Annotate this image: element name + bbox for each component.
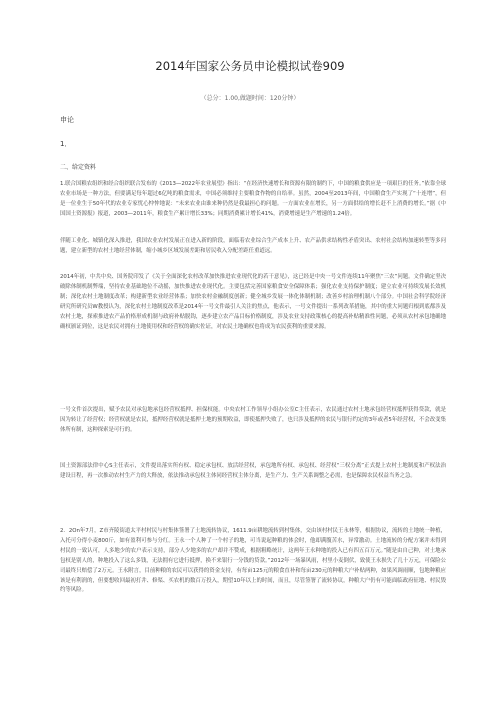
document-title: 2014年国家公务员申论模拟试卷909 [155, 59, 345, 73]
document-subtitle: （总分：1.00,做题时间：120分钟） [200, 95, 300, 102]
paragraph-3: 2014年初，中共中央、国务院印发了《关于全面深化农村改革加快推进农业现代化的若干意见》，这已经是中央一号文件连续11年聚焦“三农”问题。文件确定坚决破除体制机制弊端，坚持农业基础地位不动摇，加快推进农业现代化。主要包括完善国家粮食安全保障体系；强化农业支持保护制度；建立农业可持续发展长效机制；深化农村土地制度改革；构建新型农业经营体系；加快农村金融制度创新；健全城乡发展一体化体制机制；改善乡村治理机制八个部分。中国社会科学院经济研究所研究员W教授认为，深化农村土地制度改革是2014年一号文件最引人关注的焦点，他表示，一号文件提出一系列改革措施，其中的重大问题归根到底都涉及农村土地，探索推进农产品价格形成机制与政府补贴脱钩，逐步建立农产品目标价格制度，涉及农业支持政策核心的提高补贴精准性问题，必须从农村承包地确地确权颁证到位，这是农民对拥有土地使用权和经营权的确实佐证，对农民土地确权也将成为农民获利的重要来源。 [60, 274, 446, 330]
paragraph-6: 2．2On年7月，Z市齐陵街道太平村村民与村集体签署了土地流转协议，1611.9亩耕地流转到村集体，交由该村村民王永林等，根据协议，流转的土地统一种植，入托可分得小麦800斤，如有盈利可参与分红。王永一个人种了一个村子的地，可当说起种粮的体会时，他却满腹苦水，异常激动。土地流转的分配方案并未得到村民的一致认可，人多地少的农户表示支持，部分人少地多的农户却并不赞成，根据粗略统计，这两年王永种地的投入已有四五百万元。”随是由自己种，对土地承包权是别人的，种地投入了这么多钱，无法拥有它进行抵押，换不来银行一分钱的贷款。”2012年一场暴风雨，村里小麦倒伏，致使王永损失了几十万元，可保险公司最终只赔偿了2万元。王永附言，目前种粮的农民可以获得的资金支持，有每亩125元的粮食直补和每亩230元的种粮大户补贴两种，如果风调雨顺，包地种粮应该是有利润的，但要想收回最初打井、修渠、买农机的数百万投入，期望10年以上的时间，而且，尽管签署了流转协议，种粮大户仍有可能面临政府征地、村民毁约等风险。 [60, 528, 446, 594]
section-label: 申论 [60, 116, 74, 124]
paragraph-1: 1.联合国粮农组织和经合组织联合发布的《2013—2022年农业展望》指出：“在经济快速增长和资源有限的制约下，中国的粮食供应是一项艰巨的任务。”依靠全球农业市场是一种方法，但要满足每年超过6亿吨的粮食需求，中国必须维持主要粮食作物的自给率。虽然，2004至2013年间，中国粮食生产实现了“十连增”，但是一位业生于50年代的农业专家忧心忡忡地说：“未来农业由谁来种仍然是我最担心的问题。一方面农业在增长，另一方面供给的增长赶不上消费的增长。”据《中国国土资源报》报道，2003—2011年，粮食生产累计增长33%；同期消费累计增长41%，消费增速是生产增速的1.24倍。 [60, 181, 446, 217]
question-number: 1． [60, 140, 72, 148]
paragraph-2: 伴随工业化、城镇化深入推进，我国农业农村发展正在进入新的阶段，面临着农业综合生产成本上升、农产品供求结构性矛盾突出、农村社会结构加速转型等多问题，建立新型的农村土地经营体制，缩小城乡区域发展差距和居民收入分配差距任重道远。 [60, 238, 446, 254]
materials-heading: 二、给定资料 [60, 164, 97, 171]
paragraph-5: 国土资源部法律中心S主任表示，文件提出落实所有权、稳定承包权、放活经营权，承包地所有权、承包权、经营权“三权分离”正式提上农村土地制度和产权法治建设日程，再一次推动农村生产力的大释放，依法推动承包权主体同经营权主体分离，是生产力、生产关系调整之必需，也是保障农民权益当务之急。 [60, 463, 446, 479]
paragraph-4: 一号文件首次提出，赋予农民对承包地承包经营权抵押、担保权能。中央农村工作领导小组办公室C主任表示，农民通过农村土地承包经营权抵押获得贷款，就是因为转让了经营权；经营权就是农民，抵押经营权就是抵押土地的预期收益，即使抵押失败了，也只涉及抵押的农民与银行约定的3年或者5年经营权，不会改变集体所有制，这种探索是可行的。 [60, 407, 446, 433]
